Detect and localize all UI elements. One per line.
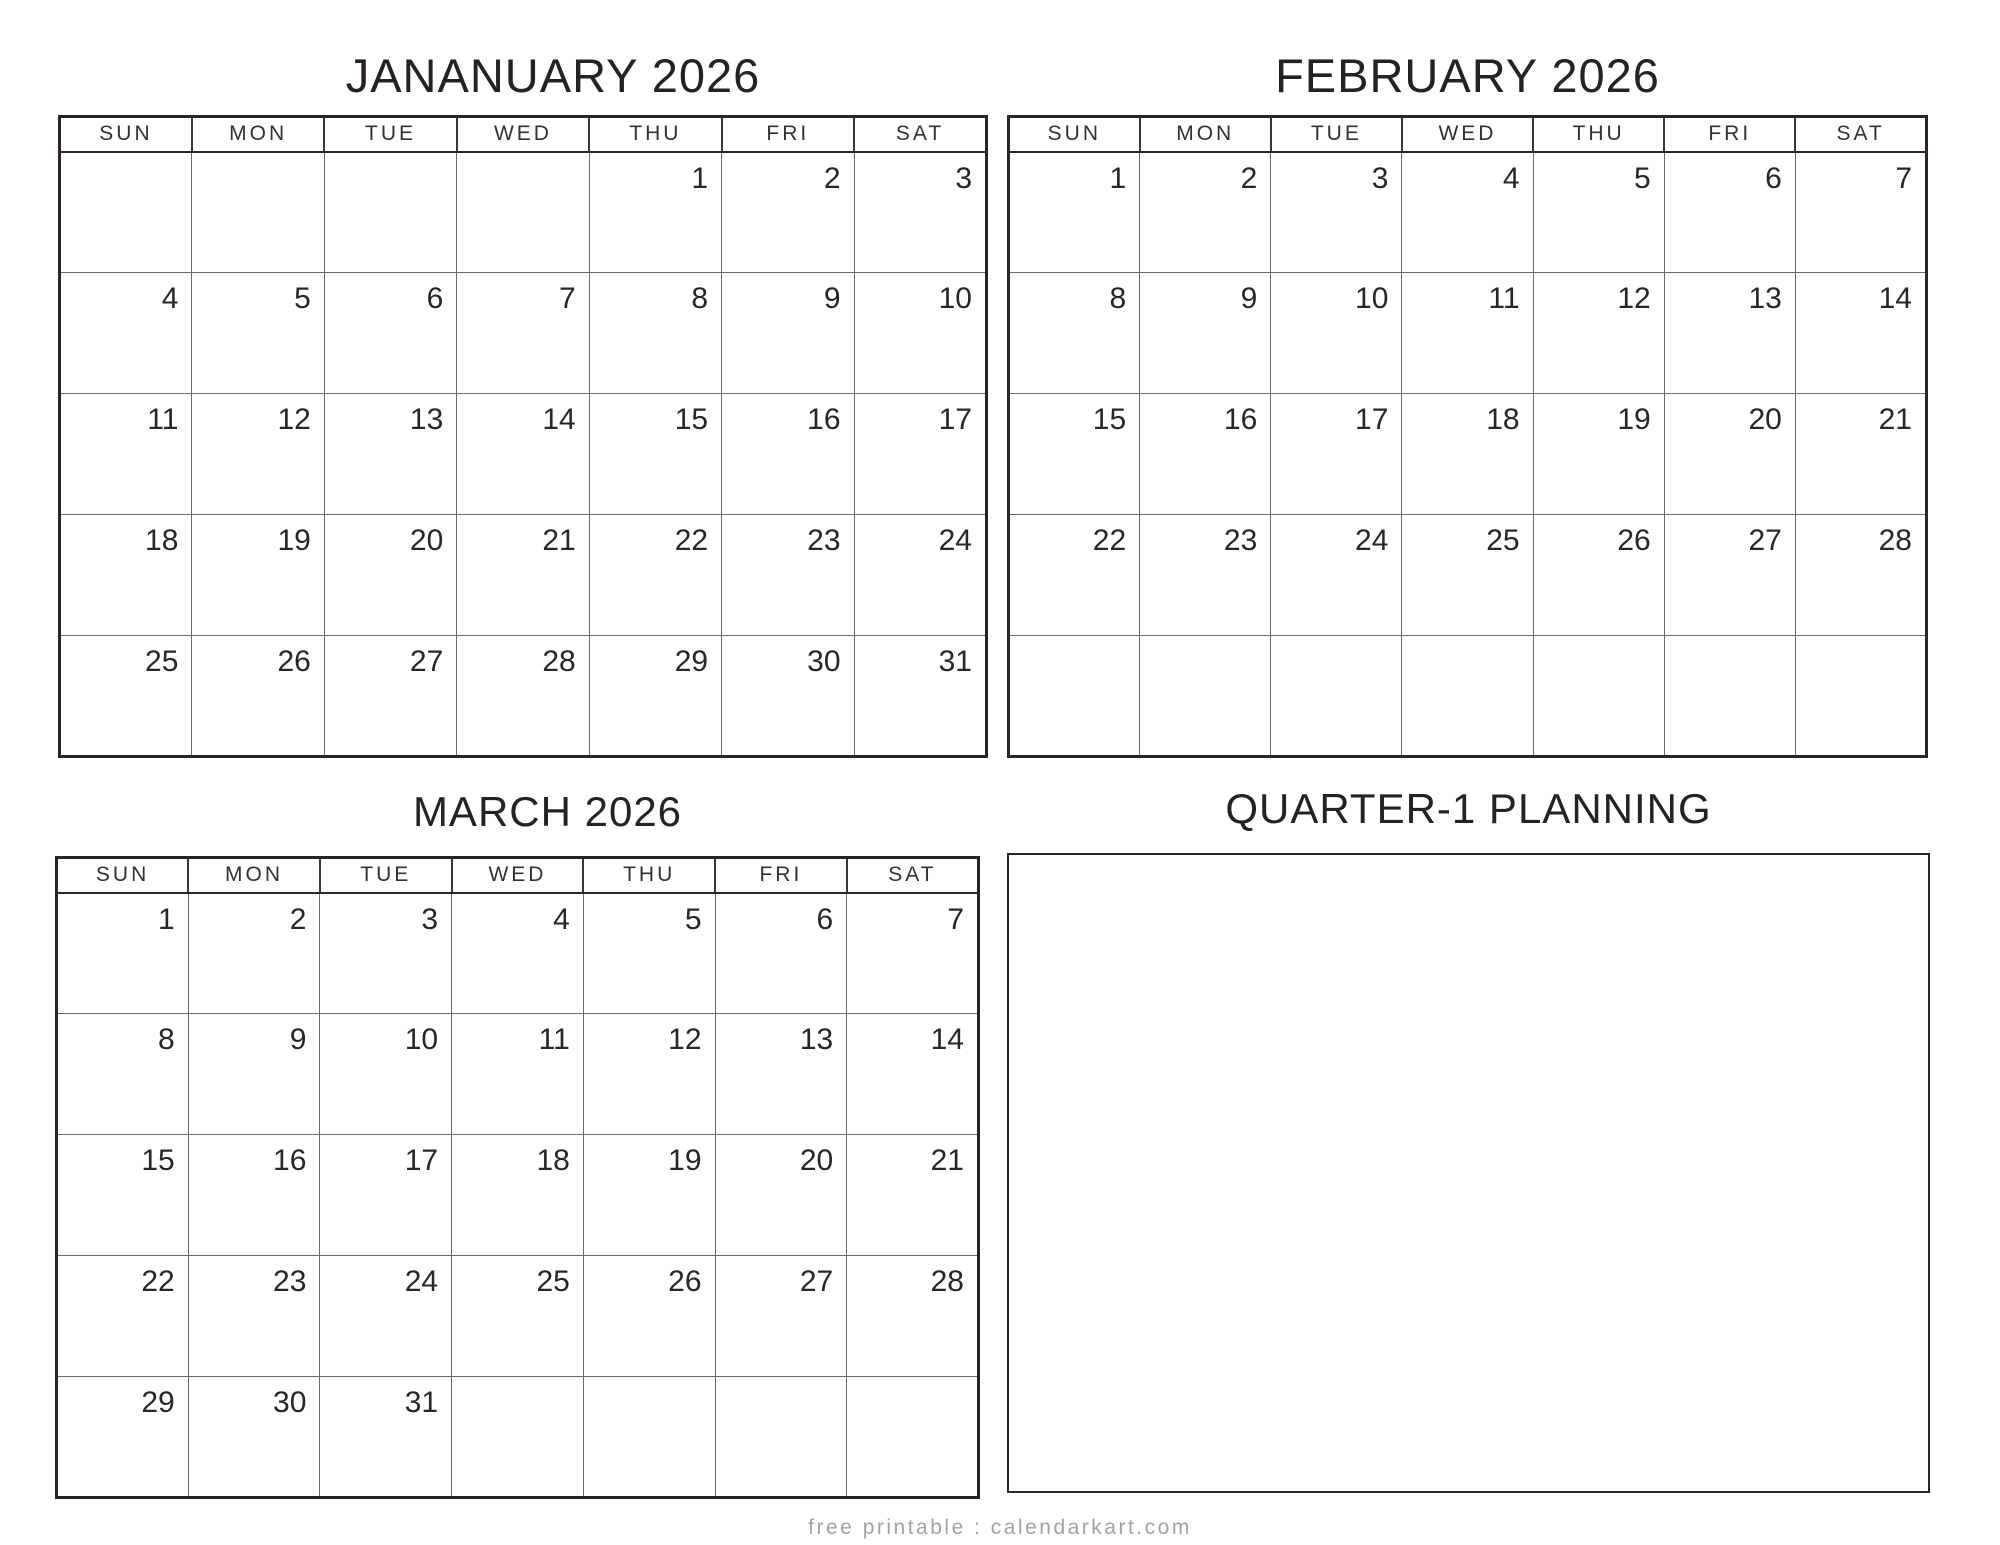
day-cell: 22 [57,1256,189,1377]
day-cell-empty [847,1377,979,1498]
day-cell: 12 [192,394,324,515]
day-cell: 1 [589,152,721,273]
day-cell: 16 [1140,394,1271,515]
day-cell-empty [324,152,456,273]
week-row [1009,152,1927,273]
weekday-header: TUE [324,117,456,152]
day-cell: 11 [1402,273,1533,394]
day-cell: 20 [715,1135,847,1256]
day-cell: 19 [1533,394,1664,515]
day-cell: 10 [1271,273,1402,394]
week-row [1009,515,1927,636]
day-cell: 17 [1271,394,1402,515]
planning-notes-box [1007,853,1930,1493]
day-cell: 16 [722,394,854,515]
day-cell: 17 [854,394,986,515]
week-row [1009,636,1927,757]
week-row [57,1014,979,1135]
day-cell: 13 [324,394,456,515]
quarter-planning-section [1007,760,1930,1493]
day-cell-empty [1664,636,1795,757]
weekday-header: FRI [1664,117,1795,152]
week-row [57,1377,979,1498]
day-cell: 11 [452,1014,584,1135]
day-cell: 23 [1140,515,1271,636]
weekday-header: TUE [320,858,452,893]
day-cell: 31 [320,1377,452,1498]
day-cell: 10 [854,273,986,394]
day-cell: 24 [854,515,986,636]
calendar-grid-march [55,856,980,1499]
day-cell: 8 [589,273,721,394]
day-cell: 24 [320,1256,452,1377]
day-cell-empty [1533,636,1664,757]
week-row [57,893,979,1014]
day-cell: 1 [57,893,189,1014]
day-cell: 4 [60,273,192,394]
day-cell: 9 [722,273,854,394]
footer-credit: free printable : calendarkart.com [808,1516,1192,1539]
weekday-header: THU [583,858,715,893]
day-cell: 8 [57,1014,189,1135]
day-cell: 19 [192,515,324,636]
day-cell: 14 [847,1014,979,1135]
weekday-header: WED [457,117,589,152]
day-cell: 15 [57,1135,189,1256]
day-cell-empty [1009,636,1140,757]
day-cell: 6 [324,273,456,394]
day-cell: 13 [715,1014,847,1135]
calendar-title-march: MARCH 2026 [412,788,683,835]
day-cell-empty [1140,636,1271,757]
day-cell: 15 [1009,394,1140,515]
weekday-header: WED [452,858,584,893]
week-row [60,273,987,394]
day-cell: 15 [589,394,721,515]
day-cell-empty [452,1377,584,1498]
day-cell: 3 [320,893,452,1014]
day-cell: 5 [583,893,715,1014]
weekday-header: SAT [1795,117,1926,152]
day-cell: 20 [1664,394,1795,515]
day-cell: 5 [1533,152,1664,273]
day-cell: 18 [60,515,192,636]
day-cell: 25 [452,1256,584,1377]
day-cell: 23 [722,515,854,636]
week-row [60,636,987,757]
day-cell: 22 [1009,515,1140,636]
day-cell: 1 [1009,152,1140,273]
weekday-header: TUE [1271,117,1402,152]
day-cell-empty [715,1377,847,1498]
weekday-header: MON [192,117,324,152]
day-cell: 14 [1795,273,1926,394]
weekday-header-row [60,117,987,152]
day-cell: 9 [188,1014,320,1135]
weekday-header: SUN [60,117,192,152]
day-cell: 8 [1009,273,1140,394]
day-cell: 27 [324,636,456,757]
weekday-header: FRI [722,117,854,152]
day-cell: 30 [188,1377,320,1498]
day-cell-empty [60,152,192,273]
day-cell: 7 [847,893,979,1014]
week-row [1009,394,1927,515]
day-cell: 7 [1795,152,1926,273]
day-cell: 11 [60,394,192,515]
day-cell: 25 [60,636,192,757]
weekday-header: SAT [847,858,979,893]
calendar-section-february [1007,30,1928,758]
weekday-header-row [1009,117,1927,152]
week-row [60,394,987,515]
week-row [1009,273,1927,394]
day-cell: 7 [457,273,589,394]
day-cell: 21 [1795,394,1926,515]
day-cell: 27 [1664,515,1795,636]
day-cell: 18 [1402,394,1533,515]
day-cell-empty [1271,636,1402,757]
day-cell: 29 [57,1377,189,1498]
weekday-header: SAT [854,117,986,152]
day-cell: 4 [1402,152,1533,273]
day-cell-empty [1402,636,1533,757]
day-cell: 28 [457,636,589,757]
day-cell-empty [583,1377,715,1498]
day-cell: 23 [188,1256,320,1377]
calendar-title-february: FEBRUARY 2026 [1275,49,1660,102]
day-cell-empty [192,152,324,273]
day-cell: 31 [854,636,986,757]
weekday-header-row [57,858,979,893]
day-cell: 2 [188,893,320,1014]
weekday-header: MON [188,858,320,893]
calendar-section-march [55,763,980,1499]
day-cell: 16 [188,1135,320,1256]
day-cell: 9 [1140,273,1271,394]
day-cell: 14 [457,394,589,515]
weekday-header: WED [1402,117,1533,152]
day-cell: 26 [192,636,324,757]
weekday-header: THU [1533,117,1664,152]
calendar-grid-february [1007,115,1928,758]
day-cell: 12 [1533,273,1664,394]
day-cell: 28 [847,1256,979,1377]
weekday-header: THU [589,117,721,152]
day-cell: 6 [1664,152,1795,273]
day-cell: 25 [1402,515,1533,636]
day-cell: 26 [1533,515,1664,636]
quarter-planning-title: QUARTER-1 PLANNING [1225,785,1712,832]
day-cell-empty [457,152,589,273]
day-cell: 3 [854,152,986,273]
day-cell: 4 [452,893,584,1014]
day-cell: 28 [1795,515,1926,636]
day-cell: 17 [320,1135,452,1256]
weekday-header: FRI [715,858,847,893]
day-cell: 26 [583,1256,715,1377]
weekday-header: SUN [1009,117,1140,152]
calendar-title-january: JANANUARY 2026 [345,49,761,102]
day-cell: 10 [320,1014,452,1135]
day-cell: 3 [1271,152,1402,273]
week-row [57,1256,979,1377]
day-cell: 20 [324,515,456,636]
day-cell: 29 [589,636,721,757]
day-cell-empty [1795,636,1926,757]
day-cell: 22 [589,515,721,636]
day-cell: 24 [1271,515,1402,636]
week-row [60,515,987,636]
day-cell: 21 [457,515,589,636]
day-cell: 27 [715,1256,847,1377]
weekday-header: MON [1140,117,1271,152]
day-cell: 13 [1664,273,1795,394]
calendar-section-january [58,30,988,758]
day-cell: 12 [583,1014,715,1135]
day-cell: 2 [1140,152,1271,273]
day-cell: 2 [722,152,854,273]
calendar-grid-january [58,115,988,758]
day-cell: 30 [722,636,854,757]
day-cell: 21 [847,1135,979,1256]
day-cell: 19 [583,1135,715,1256]
weekday-header: SUN [57,858,189,893]
day-cell: 18 [452,1135,584,1256]
week-row [57,1135,979,1256]
day-cell: 5 [192,273,324,394]
day-cell: 6 [715,893,847,1014]
week-row [60,152,987,273]
